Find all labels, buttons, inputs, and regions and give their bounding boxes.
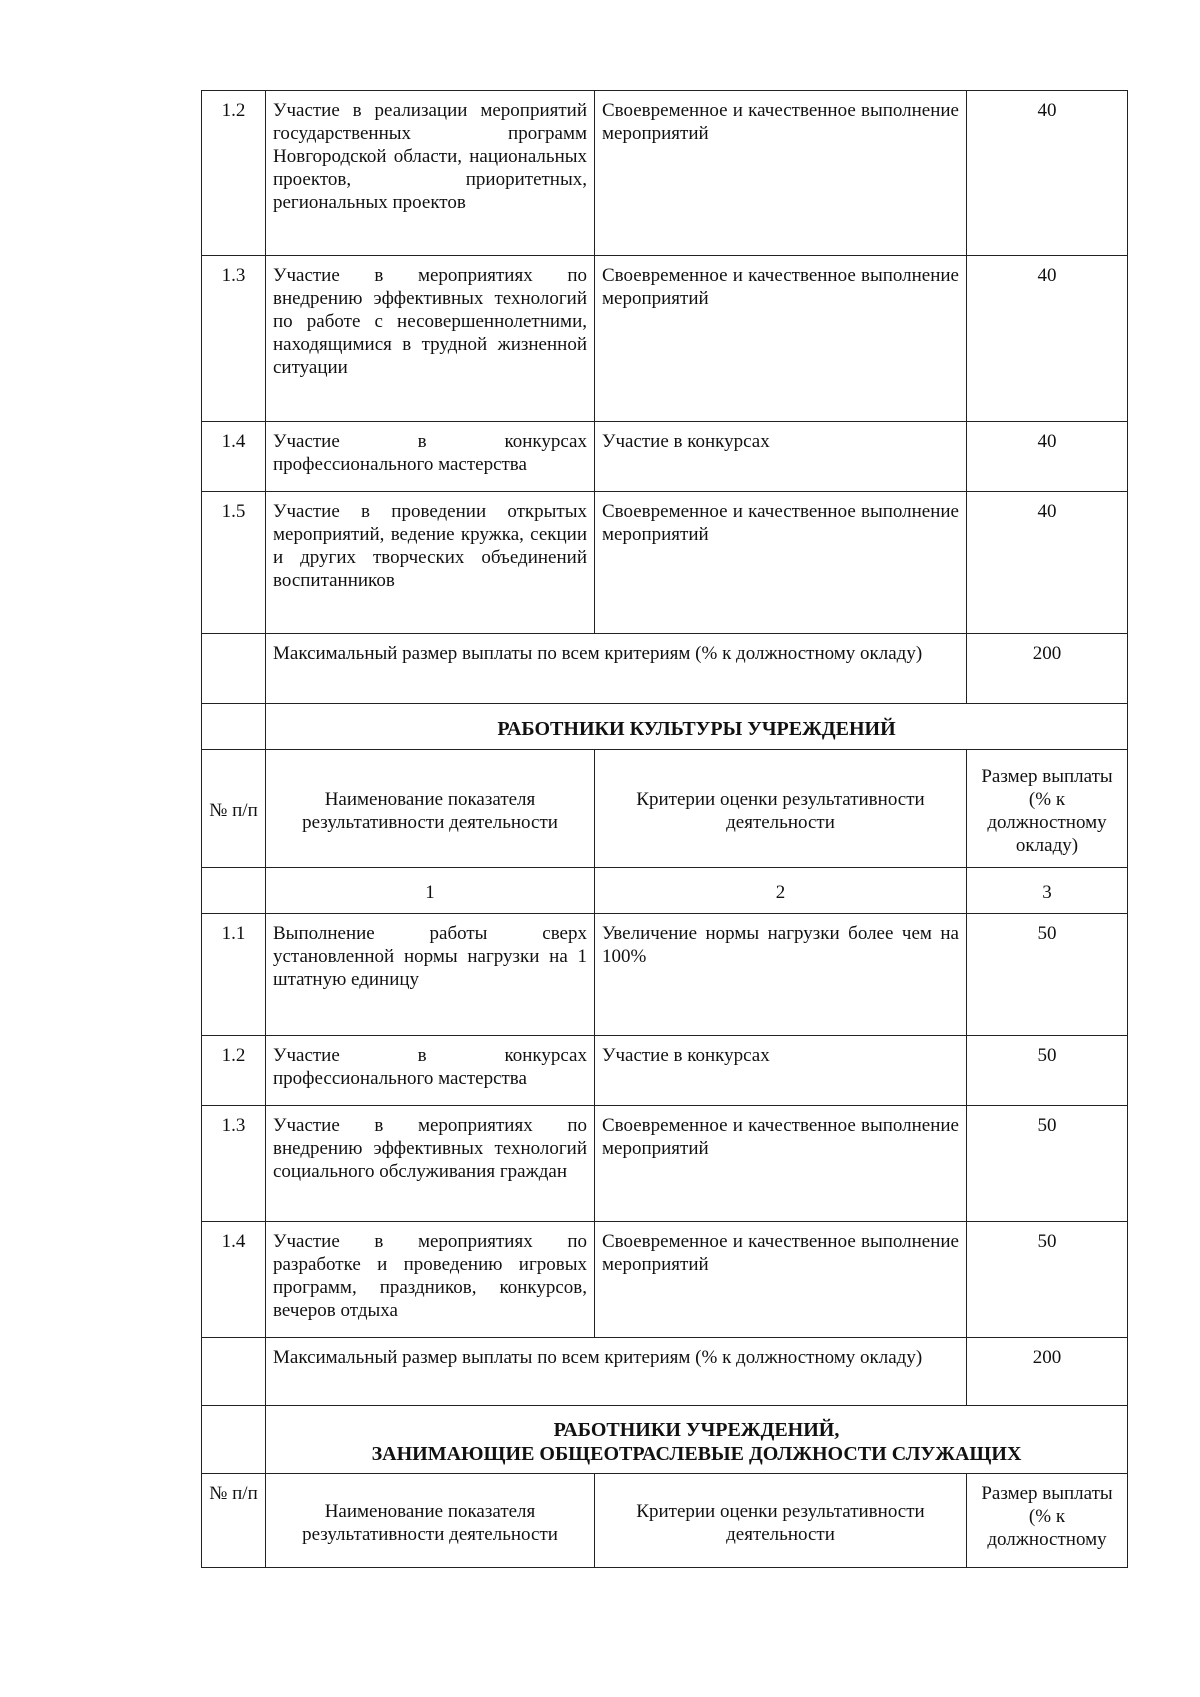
payment-value: 50 xyxy=(967,1036,1128,1106)
header-num: № п/п xyxy=(202,1474,266,1568)
row-number: 1.2 xyxy=(202,1036,266,1106)
table-header-row xyxy=(202,1474,1128,1568)
payment-value: 50 xyxy=(967,1106,1128,1222)
indicator-name: Участие в конкурсах профессионального мастерства xyxy=(266,1036,595,1106)
table-row xyxy=(202,1222,1128,1338)
table-row xyxy=(202,1036,1128,1106)
header-num: № п/п xyxy=(202,750,266,868)
payment-value: 40 xyxy=(967,422,1128,492)
empty-cell xyxy=(202,868,266,914)
criteria-text: Своевременное и качественное выполнение мероприятий xyxy=(595,1106,967,1222)
header-criteria: Критерии оценки результативности деятельности xyxy=(595,750,967,868)
indicator-name: Участие в конкурсах профессионального мастерства xyxy=(266,422,595,492)
section-title: РАБОТНИКИ КУЛЬТУРЫ УЧРЕЖДЕНИЙ xyxy=(266,704,1128,750)
max-payment-label: Максимальный размер выплаты по всем критериям (% к должностному окладу) xyxy=(266,1338,967,1406)
header-criteria: Критерии оценки результативности деятельности xyxy=(595,1474,967,1568)
section-title-line: ЗАНИМАЮЩИЕ ОБЩЕОТРАСЛЕВЫЕ ДОЛЖНОСТИ СЛУЖАЩИХ xyxy=(371,1442,1022,1465)
payment-value: 50 xyxy=(967,1222,1128,1338)
indicator-name: Участие в мероприятиях по разработке и проведению игровых программ, праздников, конкурсов, вечеров отдыха xyxy=(266,1222,595,1338)
criteria-text: Увеличение нормы нагрузки более чем на 100% xyxy=(595,914,967,1036)
row-number: 1.2 xyxy=(202,91,266,256)
row-number: 1.5 xyxy=(202,492,266,634)
max-payment-row xyxy=(202,634,1128,704)
row-number: 1.4 xyxy=(202,422,266,492)
empty-cell xyxy=(202,1338,266,1406)
criteria-text: Своевременное и качественное выполнение мероприятий xyxy=(595,256,967,422)
empty-cell xyxy=(202,1406,266,1474)
table-header-row xyxy=(202,750,1128,868)
table-row xyxy=(202,1106,1128,1222)
column-number: 3 xyxy=(967,868,1128,914)
header-indicator: Наименование показателя результативности деятельности xyxy=(266,1474,595,1568)
max-payment-row xyxy=(202,1338,1128,1406)
row-number: 1.3 xyxy=(202,256,266,422)
payment-value: 50 xyxy=(967,914,1128,1036)
indicator-name: Участие в проведении открытых мероприятий, ведение кружка, секции и других творческих объединений воспитанников xyxy=(266,492,595,634)
criteria-text: Своевременное и качественное выполнение мероприятий xyxy=(595,91,967,256)
row-number: 1.4 xyxy=(202,1222,266,1338)
row-number: 1.1 xyxy=(202,914,266,1036)
indicator-name: Участие в мероприятиях по внедрению эффективных технологий по работе с несовершеннолетними, находящимися в трудной жизненной ситуации xyxy=(266,256,595,422)
table-row xyxy=(202,492,1128,634)
indicator-name: Участие в реализации мероприятий государственных программ Новгородской области, национальных проектов, приоритетных, региональных проектов xyxy=(266,91,595,256)
max-payment-value: 200 xyxy=(967,634,1128,704)
criteria-text: Своевременное и качественное выполнение мероприятий xyxy=(595,492,967,634)
max-payment-value: 200 xyxy=(967,1338,1128,1406)
header-value: Размер выплаты (% к должностному окладу) xyxy=(967,750,1128,868)
empty-cell xyxy=(202,634,266,704)
table-row xyxy=(202,256,1128,422)
section-title-line: РАБОТНИКИ УЧРЕЖДЕНИЙ, xyxy=(553,1418,840,1441)
indicator-name: Участие в мероприятиях по внедрению эффективных технологий социального обслуживания граждан xyxy=(266,1106,595,1222)
indicator-name: Выполнение работы сверх установленной нормы нагрузки на 1 штатную единицу xyxy=(266,914,595,1036)
criteria-text: Своевременное и качественное выполнение мероприятий xyxy=(595,1222,967,1338)
criteria-text: Участие в конкурсах xyxy=(595,422,967,492)
table-row xyxy=(202,422,1128,492)
max-payment-label: Максимальный размер выплаты по всем критериям (% к должностному окладу) xyxy=(266,634,967,704)
table-row xyxy=(202,914,1128,1036)
payment-value: 40 xyxy=(967,91,1128,256)
column-number-row xyxy=(202,868,1128,914)
column-number: 1 xyxy=(266,868,595,914)
column-number: 2 xyxy=(595,868,967,914)
section-title-row xyxy=(202,704,1128,750)
row-number: 1.3 xyxy=(202,1106,266,1222)
criteria-table xyxy=(201,90,1128,1568)
empty-cell xyxy=(202,704,266,750)
header-indicator: Наименование показателя результативности деятельности xyxy=(266,750,595,868)
payment-value: 40 xyxy=(967,256,1128,422)
section-title-row xyxy=(202,1406,1128,1474)
criteria-text: Участие в конкурсах xyxy=(595,1036,967,1106)
section-title xyxy=(266,1406,1128,1474)
payment-value: 40 xyxy=(967,492,1128,634)
table-row xyxy=(202,91,1128,256)
header-value: Размер выплаты (% к должностному xyxy=(967,1474,1128,1568)
